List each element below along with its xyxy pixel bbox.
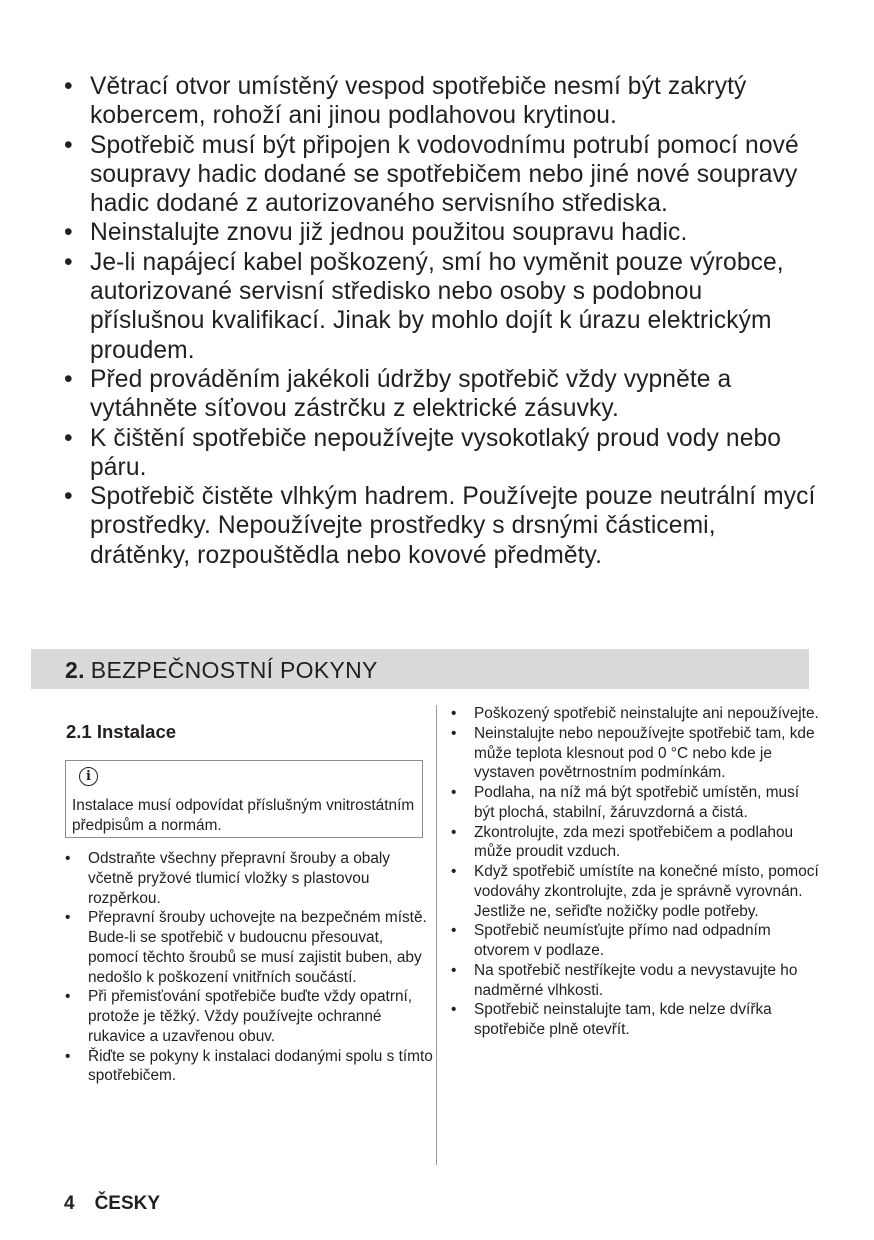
page-number: 4 <box>64 1193 75 1214</box>
footer-language: ČESKY <box>94 1193 161 1214</box>
installation-list-right <box>450 704 820 1040</box>
list-item: • Spotřebič neumísťujte přímo nad odpadním otvorem v podlaze. <box>450 921 820 961</box>
list-item: • Před prováděním jakékoli údržby spotřebič vždy vypněte a vytáhněte síťovou zástrčku z elektrické zásuvky. <box>62 365 822 424</box>
list-item: • Neinstalujte nebo nepoužívejte spotřebič tam, kde může teplota klesnout pod 0 °C nebo kde je vystaven povětrnostním podmínkám. <box>450 724 820 783</box>
section-title-text: BEZPEČNOSTNÍ POKYNY <box>90 657 378 683</box>
list-item: • Spotřebič musí být připojen k vodovodnímu potrubí pomocí nové soupravy hadic dodané se spotřebičem nebo jiné nové soupravy hadic dodané z autorizovaného servisního střediska. <box>62 131 822 219</box>
info-note-text: Instalace musí odpovídat příslušným vnitrostátním předpisům a normám. <box>72 797 415 834</box>
intro-safety-list <box>62 72 822 570</box>
list-item: • Když spotřebič umístíte na konečné místo, pomocí vodováhy zkontrolujte, zda je správně vyrovnán. Jestliže ne, seřiďte nožičky podle potřeby. <box>450 862 820 921</box>
installation-list-left <box>64 849 434 1086</box>
list-item: • Je-li napájecí kabel poškozený, smí ho vyměnit pouze výrobce, autorizované servisní středisko nebo osoby s podobnou příslušnou kvalifikací. Jinak by mohlo dojít k úrazu elektrickým proudem. <box>62 248 822 365</box>
list-item: • Neinstalujte znovu již jednou použitou soupravu hadic. <box>62 218 822 247</box>
list-item: • Větrací otvor umístěný vespod spotřebiče nesmí být zakrytý kobercem, rohoží ani jinou podlahovou krytinou. <box>62 72 822 131</box>
list-item: • K čištění spotřebiče nepoužívejte vysokotlaký proud vody nebo páru. <box>62 424 822 483</box>
list-item: • Řiďte se pokyny k instalaci dodanými spolu s tímto spotřebičem. <box>64 1047 434 1087</box>
section-number: 2. <box>65 657 85 683</box>
page-footer <box>64 1193 160 1215</box>
info-icon: i <box>79 767 98 786</box>
info-note-box <box>65 760 423 838</box>
subsection-title: 2.1 Instalace <box>66 721 177 742</box>
list-item: • Při přemisťování spotřebiče buďte vždy opatrní, protože je těžký. Vždy používejte ochranné rukavice a uzavřenou obuv. <box>64 987 434 1046</box>
section-title <box>65 657 378 683</box>
list-item: • Odstraňte všechny přepravní šrouby a obaly včetně pryžové tlumicí vložky s plastovou rozpěrkou. <box>64 849 434 908</box>
list-item: • Podlaha, na níž má být spotřebič umístěn, musí být plochá, stabilní, žáruvzdorná a čistá. <box>450 783 820 823</box>
list-item: • Spotřebič neinstalujte tam, kde nelze dvířka spotřebiče plně otevřít. <box>450 1000 820 1040</box>
list-item: • Spotřebič čistěte vlhkým hadrem. Používejte pouze neutrální mycí prostředky. Nepoužívejte prostředky s drsnými částicemi, drátěnky, rozpouštědla nebo kovové předměty. <box>62 482 822 570</box>
section-header-bar <box>31 649 809 689</box>
list-item: • Na spotřebič nestříkejte vodu a nevystavujte ho nadměrné vlhkosti. <box>450 961 820 1001</box>
list-item: • Přepravní šrouby uchovejte na bezpečném místě. Bude-li se spotřebič v budoucnu přesouvat, pomocí těchto šroubů se musí zajistit buben, aby nedošlo k poškození vnitřních součástí. <box>64 908 434 987</box>
list-item: • Poškozený spotřebič neinstalujte ani nepoužívejte. <box>450 704 820 724</box>
list-item: • Zkontrolujte, zda mezi spotřebičem a podlahou může proudit vzduch. <box>450 823 820 863</box>
column-divider <box>436 705 437 1165</box>
